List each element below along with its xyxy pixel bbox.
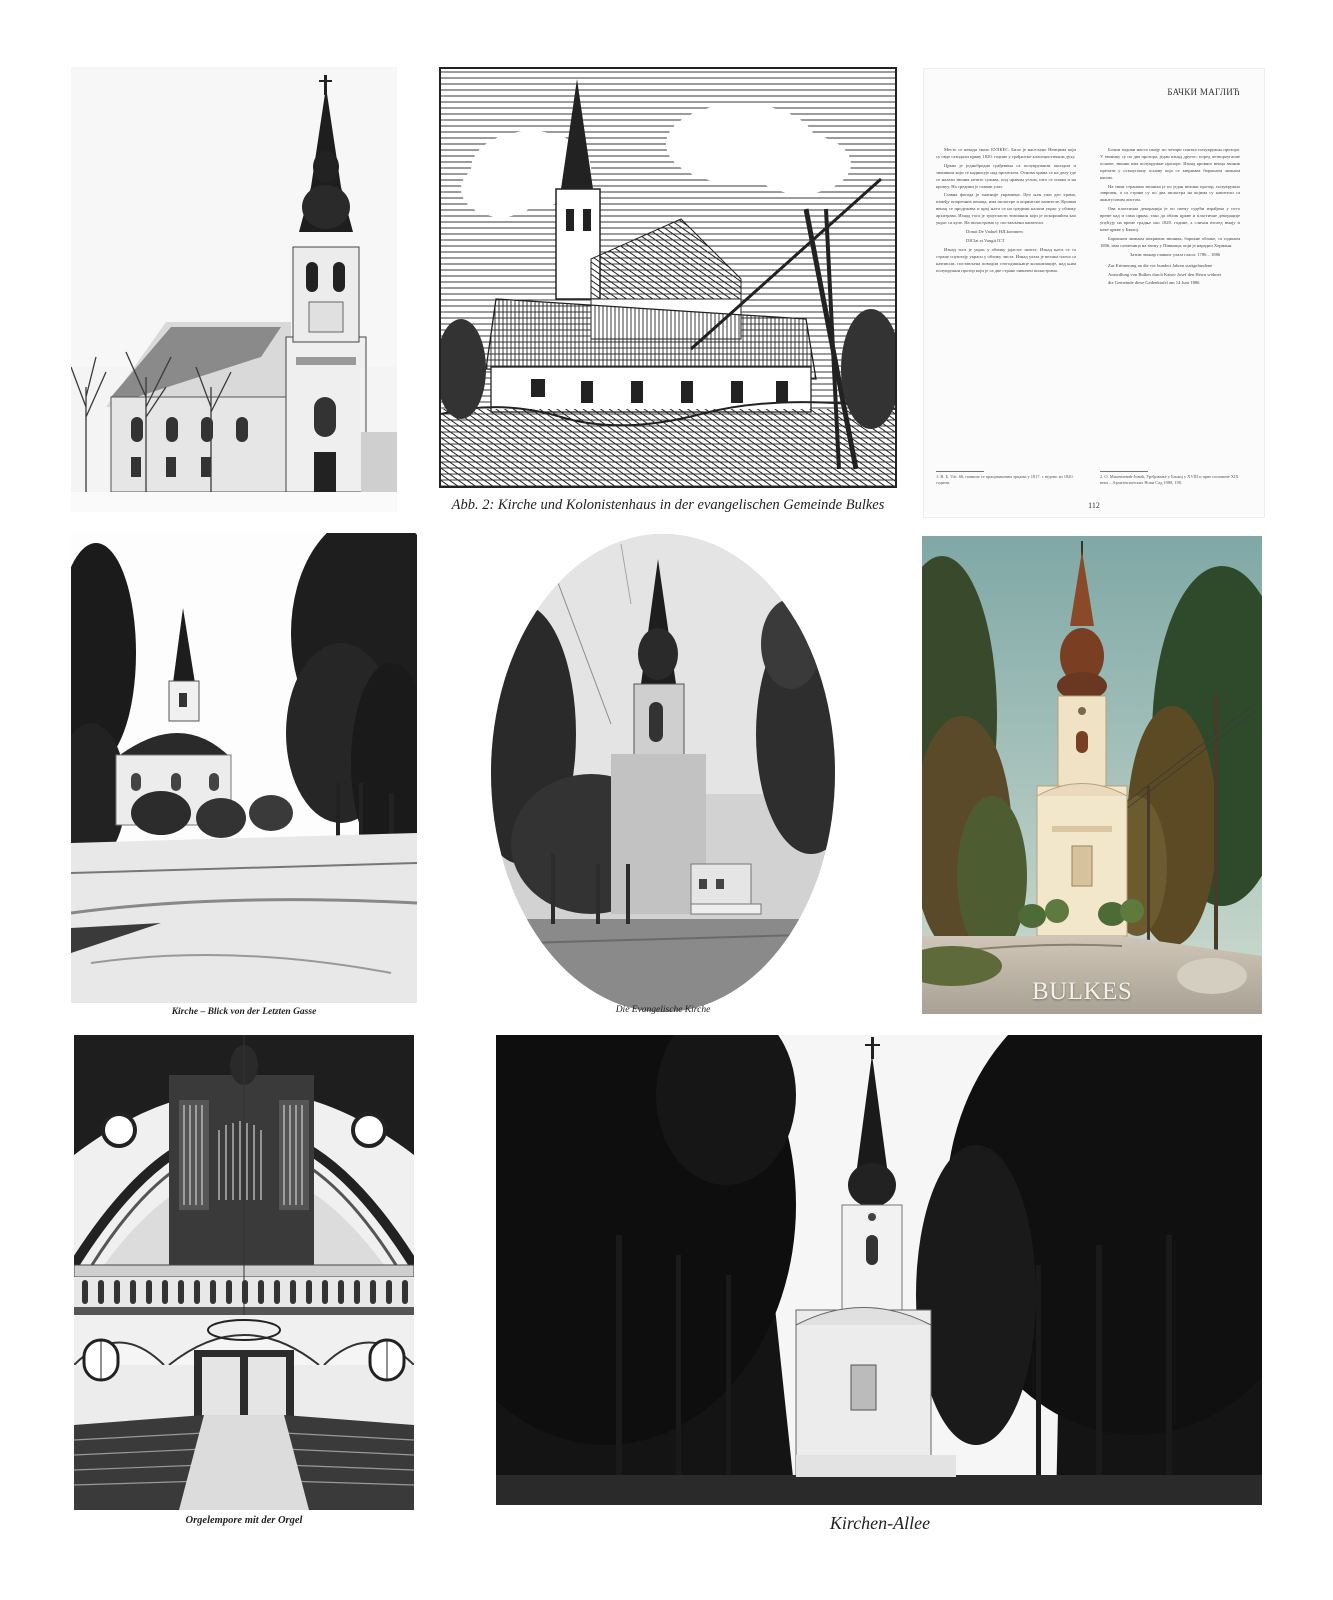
caption-letzte-gasse: Kirche – Blick von der Letzten Gasse (171, 1007, 317, 1017)
painting-title: BULKES (1032, 978, 1133, 1005)
book-page-header: БАЧКИ МАГЛИЋ (1167, 87, 1240, 97)
book-page-right-column (1100, 147, 1240, 289)
paragraph: Барокном лимном покривом звоника, барокне облике, са годином 1806, има слеменица на звону у Пивници, који је нарадио Херманн. (1100, 235, 1240, 248)
footnote-right: 2. О. Милешевић-Јовић, Уређивање у Бачкој у XVIII и прве половине XIX века – Архитектонских Нови Сад 1988, 190. (1100, 474, 1239, 485)
paragraph: Главна фасада је знатније украшена. Цео њен ужи део храма, између попречних венаца, има пиластре и коринтске капителе. Кровни венац се продужава и крај њега се на средини налази украс у облику архитрава. Изнад тога је троугласти тимпанон који је искоришћен као украс са куле. На пиластрима су постављени капители. (936, 192, 1076, 226)
caption-orgelempore: Orgelempore mit der Orgel (185, 1515, 303, 1526)
page-number: 112 (1088, 501, 1100, 510)
footnote-rule (1100, 471, 1148, 472)
paragraph: DIClat et Vaugit ICT (966, 237, 1005, 243)
paragraph: Затим звонар главног улаза гласи: 1786 – 1886 (1130, 251, 1221, 257)
paragraph: die Gemeinde diese Gedenktafel am 14 Juni 1886 (1108, 280, 1200, 286)
book-page-left-column (936, 147, 1076, 276)
book-page-scan (923, 68, 1265, 518)
paragraph: Zur Erinnerung an die vor hundert Jahren stattgefundene (1108, 262, 1213, 268)
church-street-view-photo (71, 533, 417, 1003)
footnote-rule (936, 471, 984, 472)
paragraph: Donat De Vaduel HJLkommen (966, 228, 1023, 234)
church-oval-photo (491, 534, 835, 1012)
caption-kirchen-allee: Kirchen-Allee (829, 1513, 931, 1533)
paragraph: Бочни зидови наоса имају по четири плитка полукружна прозора. У звонику су по два прозора, један изнад другог; поред четвороугаоне основе, звоник има полукружне прозоре. Изнад кровног венца звоник прелази у осмоугаону основу која се завршава барокном лимном капом. (1100, 147, 1240, 180)
paragraph: Ansiedlung von Bulkes durch Kaiser Josef den Herrn widmet (1108, 271, 1222, 277)
church-color-painting (922, 536, 1262, 1014)
caption-abb2: Abb. 2: Kirche und Kolonistenhaus in der evangelischen Gemeinde Bulkes (451, 497, 885, 513)
church-exterior-photo (71, 67, 397, 512)
paragraph: Место се некада звало БУЛКЕС. Било је насељено Немцима који су овде сазидали цркву 1820. године у грађанско-класицистичком духу. (936, 147, 1076, 159)
paragraph: Изнад тога је украс у облику јајастог штита. Изнад њега се са стране спуштају украси у облику листа. Изнад улаза је велика плоча са натписом, постављена поводом стогодишњице колонизације, над њим полукружни прозор који је са две стране оивичен пиластрима. (936, 246, 1076, 273)
paragraph: На свим странама звоника је по један велики прозор, полукружно завршен, а са стране су по два пиластра на којима су капители са акантусовим листом. (1100, 183, 1240, 203)
church-drawing (439, 67, 897, 488)
organ-loft-photo (74, 1035, 414, 1510)
paragraph: Црква је једнобродна грађевина са полукружном апсидом и звоником који се надвисује над прочељем. Основа храма се на делу где се налази звоник нешто сужава, под правим углом, што се опажа и на кровуу. На средини је главни улаз. (936, 162, 1076, 189)
paragraph: Ова пластична декорација је по свему судећи израђена у исто време кад и сама црква, тако да облик цркве и пластичне декорације упућују на време градње око 1820. године, а сличан изглед имају и неке цркве у Бачкој. (1100, 206, 1240, 232)
kirchen-allee-photo (496, 1035, 1262, 1505)
footnote-left: 1. В. Б. Vär. 66, повише се праорвишним зрцами у 1817. с ведено из 1820. години. (936, 474, 1074, 485)
caption-evangelische-kirche: Die Evangelische Kirche (615, 1005, 711, 1015)
